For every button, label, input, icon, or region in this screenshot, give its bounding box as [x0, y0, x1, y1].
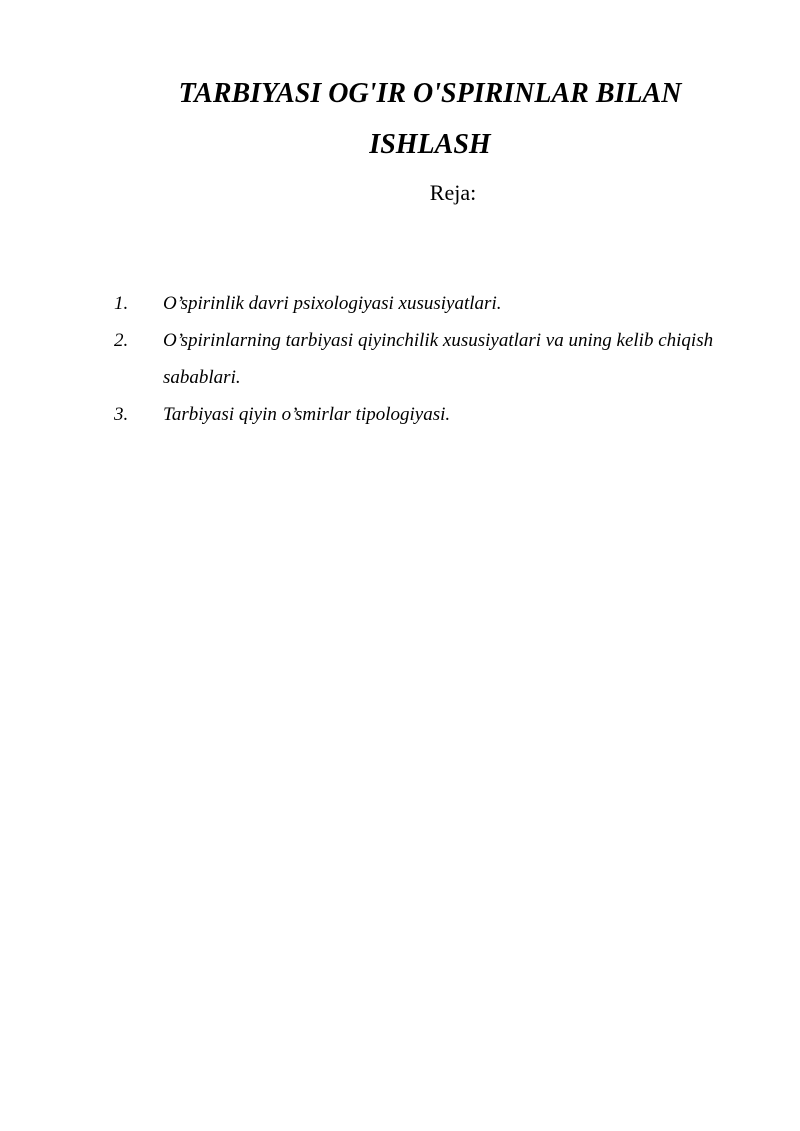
list-item-number: 2. — [114, 330, 129, 351]
list-item-text: O’spirinlik davri psixologiyasi xususiyatlari. — [163, 293, 502, 314]
list-item — [0, 285, 800, 322]
list-item — [0, 396, 800, 433]
list-item-text: Tarbiyasi qiyin o’smirlar tipologiyasi. — [163, 404, 451, 425]
plan-heading: Reja: — [429, 180, 477, 205]
document-title-line-2: ISHLASH — [369, 129, 491, 160]
list-item-text: O’spirinlarning tarbiyasi qiyinchilik xususiyatlari va uning kelib chiqish sabablari. — [163, 330, 714, 388]
list-item — [0, 322, 800, 396]
list-item-number: 1. — [114, 293, 129, 314]
plan-list — [0, 285, 800, 433]
list-item-number: 3. — [114, 404, 129, 425]
document-title-line-1: TARBIYASI OG'IR O'SPIRINLAR BILAN — [178, 78, 682, 109]
